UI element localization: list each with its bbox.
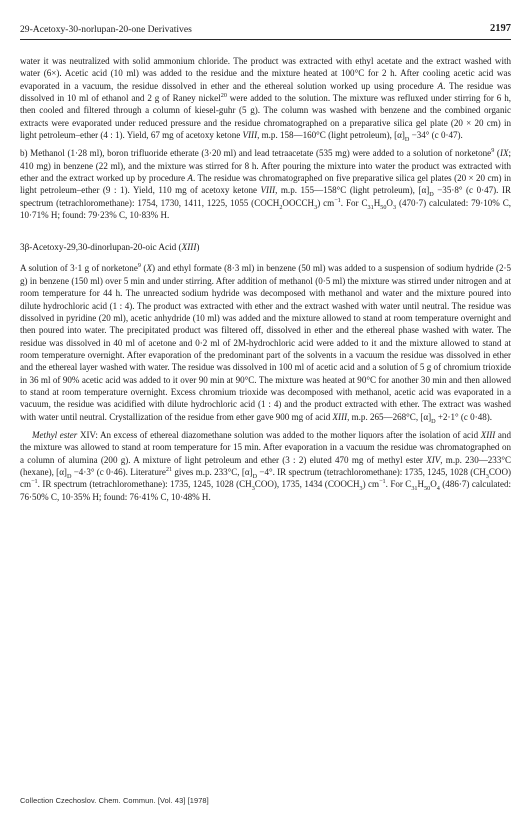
page-header — [20, 23, 511, 40]
paragraph-methyl-ester: Methyl ester XIV: An excess of ethereal diazomethane solution was added to the mother liquors after the isolation of acid XIII and the mixture was allowed to stand at room temperature for 15 min. After evaporation in a vacuum the residue was chromatographed on a column of alumina (200 g). A mixture of light petroleum and ether (3 : 2) eluted 470 mg of methyl ester XIV, m.p. 230—233°C (hexane), $[\alpha]_D -4\cdot 3^\circ$ (c 0·46). Literature$^{21}$ gives m.p. 233°C, $[\alpha]_D -4^\circ$. IR spectrum (tetrachloromethane): 1735, 1245, 1028 $(CH_3COO)$ $cm^{-1}$. IR spectrum (tetrachloromethane): 1735, 1245, 1028 $(CH_3COO)$, 1735, 1434 $(COOCH_3)$ $cm^{-1}$. For $C_{31}H_{50}O_4$ (486·7) calculated: 76·50% C, 10·35% H; found: 76·41% C, 10·48% H. — [20, 429, 512, 502]
paragraph-procedure-b: b) Methanol (1·28 ml), boron trifluoride etherate (3·20 ml) and lead tetraacetate (535 mg) were added to a solution of norketone$^9$ (IX; 410 mg) in benzene (22 ml), and the mixture was stirred for 8 h. After pouring the mixture into water the product was extracted with ether and the extract worked up by procedure A. The residue was chromatographed on five preparative silica gel plates (20 × 20 cm) in light petroleum–ether (9 : 1). Yield, 110 mg of acetoxy ketone VIII, m.p. 155—158°C (light petroleum), $[\alpha]_D -35\cdot 8^\circ$ (c 0·47). IR spectrum (tetrachloromethane): 1754, 1730, 1411, 1225, 1055 $(COCH_2OOCCH_3)$ $cm^{-1}$. For $C_{31}H_{50}O_3$ (470·7) calculated: 79·10% C, 10·71% H; found: 79·23% C, 10·83% H. — [20, 147, 512, 221]
paragraph-acid-synthesis: A solution of 3·1 g of norketone$^9$ (X) and ethyl formate (8·3 ml) in benzene (50 ml) was added to a suspension of sodium hydride (2·5 g) in benzene (150 ml) over 5 min and under stirring. After addition of methanol (0·5 ml) the mixture was stirred under nitrogen and at room temperature for 44 h. The unreacted sodium hydride was decomposed with methanol and water and the mixture poured into dilute hydrochloric acid (1 : 4). The product was extracted with ether and the extract washed with water until neutral. The residue was dissolved in pyridine (20 ml), acetic anhydride (10 ml) was added and the mixture allowed to stand at room temperature overnight and then poured into water. The precipitated product was filtered off, dissolved in ether and the ethereal phase washed with water. The residue was dissolved in 40 ml of acetone and 0·2 ml of 2M-hydrochloric acid were added to it and the mixture allowed to stand at room temperature overnight. After evaporation of the predominant part of the solvents in a vacuum the residue was dissolved in ether and the ethereal layer washed with water. The residue was dissolved in 100 ml of acetic acid and a solution of 5 g of chromium trioxide in 36 ml of 90% acetic acid was added to it over 90 min at 90°C. The mixture was heated at 90°C for another 30 min and then allowed to stand at room temperature overnight. Excess chromium trioxide was decomposed with methanol, acetic acid was evaporated in a vacuum, the residue was acidified with dilute hydrochloric acid (1 : 4) and the product extracted with ether. The extract was washed with water until neutral. Crystallization of the residue from ether gave 900 mg of acid XIII, m.p. 265—268°C, $[\alpha]_D +2\cdot 1^\circ$ (c 0·48). — [20, 262, 512, 425]
journal-citation-footer: Collection Czechoslov. Chem. Commun. [Vol. 43] [1978] — [20, 796, 209, 805]
page-number: 2197 — [490, 23, 511, 34]
article-body — [20, 55, 511, 503]
section-heading: 3β-Acetoxy-29,30-dinorlupan-20-oic Acid (XIII) — [20, 242, 200, 253]
paragraph-workup-a: water it was neutralized with solid ammonium chloride. The product was extracted with ethyl acetate and the extract washed with water (6×). Acetic acid (10 ml) was added to the residue and the mixture heated at 100°C for 2 h. After cooling acetic acid was evaporated in a vacuum, the residue dissolved in ether and the ethereal solution worked up using procedure A. The residue was dissolved in 10 ml of ethanol and 2 g of Raney nickel$^{20}$ were added to the solution. The mixture was refluxed under stirring for 6 h, then cooled and filtered through a column of kiesel-guhr (5 g). The column was washed with benzene and the combined organic extracts were evaporated under reduced pressure and the residue chromatographed on a preparative silica gel plate (20 × 20 cm) in light petroleum–ether (4 : 1). Yield, 67 mg of acetoxy ketone VIII, m.p. 158—160°C (light petroleum), $[\alpha]_D -34^\circ$ (c 0·47). — [20, 56, 511, 143]
running-title: 29-Acetoxy-30-norlupan-20-one Derivatives — [20, 24, 192, 35]
